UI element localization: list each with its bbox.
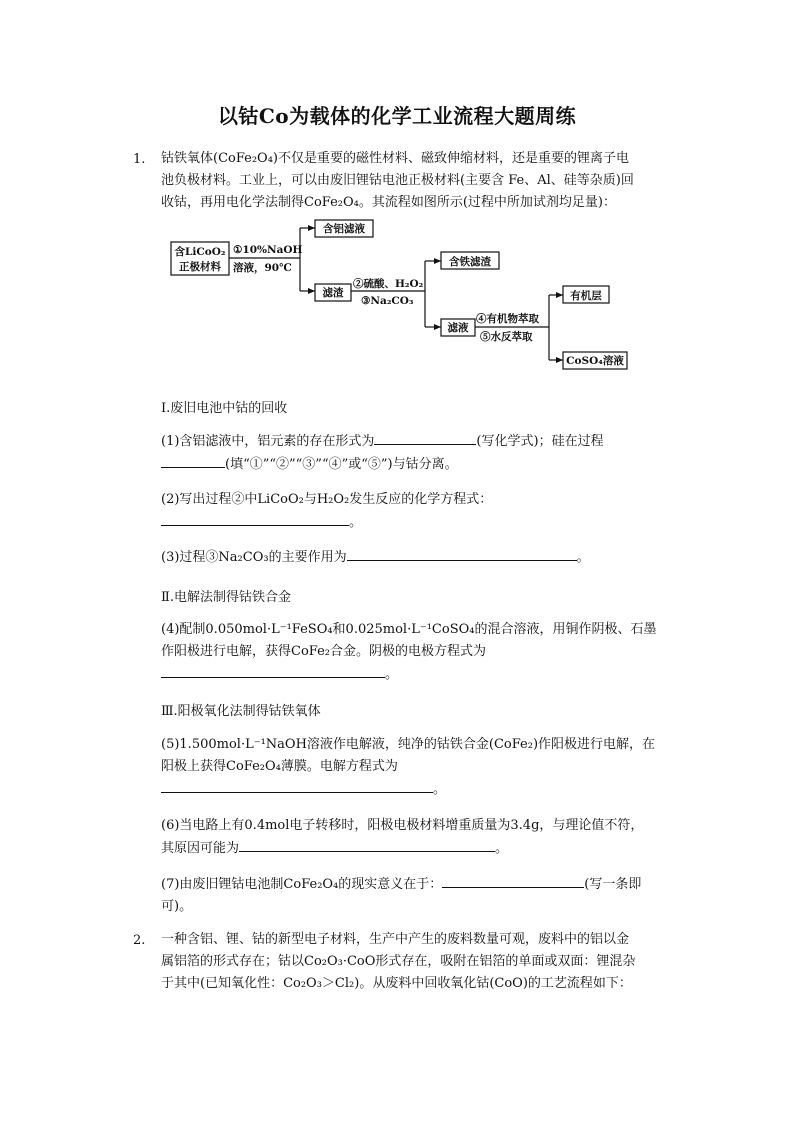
answer-blank[interactable] — [374, 430, 476, 445]
residue-label: 滤渣 — [322, 287, 344, 299]
answer-blank[interactable] — [161, 663, 385, 678]
answer-blank[interactable] — [161, 778, 433, 793]
question-text: 。 — [576, 550, 590, 565]
intro-line: 钴铁氧体(CoFe₂O₄)不仅是重要的磁性材料、磁致伸缩材料，还是重要的锂离子电 — [161, 151, 630, 166]
question-text: 其原因可能为 — [161, 841, 240, 856]
question-text: 。 — [495, 841, 509, 856]
intro-line: 于其中(已知氧化性：Co₂O₃＞Cl₂)。从废料中回收氧化钴(CoO)的工艺流程如下： — [161, 976, 632, 991]
start-label: 含LiCoO₂ — [174, 246, 226, 258]
step23-reagent: ②硫酸、H₂O₂ — [353, 278, 424, 290]
question-text: (2)写出过程②中LiCoO₂与H₂O₂发生反应的化学方程式： — [161, 492, 493, 507]
intro-line: 收钴，再用电化学法制得CoFe₂O₄。其流程如图所示(过程中所加试剂均足量)： — [161, 195, 617, 210]
question-intro — [161, 148, 634, 214]
step45-reagent: ④有机物萃取 — [476, 313, 539, 325]
intro-line: 属铝箔的形式存在；钴以Co₂O₃·CoO形式存在，吸附在铝箔的单面或双面：锂混杂 — [161, 954, 636, 969]
sub-question-1 — [161, 430, 604, 476]
sub-question-3 — [161, 546, 590, 569]
question-text: (填“①”“②”“③”“④”或“⑤”)与钴分离。 — [225, 457, 458, 472]
question-text: (1)含铝滤液中，铝元素的存在形式为 — [161, 434, 375, 449]
question-text: (6)当电路上有0.4mol电子转移时，阳极电极材料增重质量为3.4g，与理论值不符， — [161, 818, 644, 833]
intro-line: 一种含铝、锂、钴的新型电子材料，生产中产生的废料数量可观，废料中的铝以金 — [161, 932, 630, 947]
question-text: (4)配制0.050mol·L⁻¹FeSO₄和0.025mol·L⁻¹CoSO₄的混合溶液，用铜作阴极、石墨 — [161, 622, 657, 637]
fe-residue-label: 含铁滤渣 — [449, 256, 491, 268]
question-text: 。 — [433, 782, 447, 797]
question-text: 。 — [349, 515, 363, 530]
answer-blank[interactable] — [347, 546, 577, 561]
step45-reagent: ⑤水反萃取 — [480, 331, 533, 343]
question-text: (写化学式)；硅在过程 — [476, 434, 604, 449]
question-text: (5)1.500mol·L⁻¹NaOH溶液作电解液，纯净的钴铁合金(CoFe₂)作阳极进行电解，在 — [161, 737, 656, 752]
question-text: (写一条即 — [584, 877, 642, 892]
question-text: 可)。 — [161, 899, 193, 914]
question-text: 。 — [385, 667, 399, 682]
step23-reagent: ③Na₂CO₃ — [361, 295, 414, 307]
question-text: 阳极上获得CoFe₂O₄薄膜。电解方程式为 — [161, 759, 398, 774]
section-heading: Ⅱ.电解法制得钴铁合金 — [161, 590, 291, 605]
section-heading: Ⅲ.阳极氧化法制得钴铁氧体 — [161, 704, 321, 719]
start-label: 正极材料 — [179, 261, 221, 273]
question-number: 2. — [133, 933, 146, 948]
sub-question-2 — [161, 489, 492, 534]
organic-layer-label: 有机层 — [570, 290, 602, 302]
answer-blank[interactable] — [161, 453, 225, 468]
process-flow-diagram — [165, 215, 645, 375]
sub-question-6 — [161, 815, 643, 860]
section-heading: Ⅰ.废旧电池中钴的回收 — [161, 401, 288, 416]
question-text: 作阳极进行电解，获得CoFe₂合金。阴极的电极方程式为 — [161, 644, 486, 659]
sub-question-5 — [161, 734, 655, 801]
question-intro — [161, 929, 635, 995]
question-text: (3)过程③Na₂CO₃的主要作用为 — [161, 550, 347, 565]
answer-blank[interactable] — [442, 873, 584, 888]
intro-line: 池负极材料。工业上，可以由废旧锂钴电池正极材料(主要含 Fe、Al、硅等杂质)回 — [161, 173, 634, 188]
question-text: (7)由废旧锂钴电池制CoFe₂O₄的现实意义在于： — [161, 877, 443, 892]
coso4-solution-label: CoSO₄溶液 — [566, 355, 624, 367]
sub-question-7 — [161, 873, 641, 918]
filtrate-label: 滤液 — [447, 322, 469, 334]
sub-question-4 — [161, 619, 656, 686]
answer-blank[interactable] — [161, 511, 349, 526]
step1-reagent: ①10%NaOH — [233, 244, 303, 256]
answer-blank[interactable] — [239, 837, 495, 852]
page-title: 以钴Co为载体的化学工业流程大题周练 — [217, 104, 577, 128]
question-number: 1. — [133, 152, 146, 167]
step1-condition: 溶液，90℃ — [233, 262, 292, 274]
al-filtrate-label: 含铝滤液 — [323, 223, 365, 235]
